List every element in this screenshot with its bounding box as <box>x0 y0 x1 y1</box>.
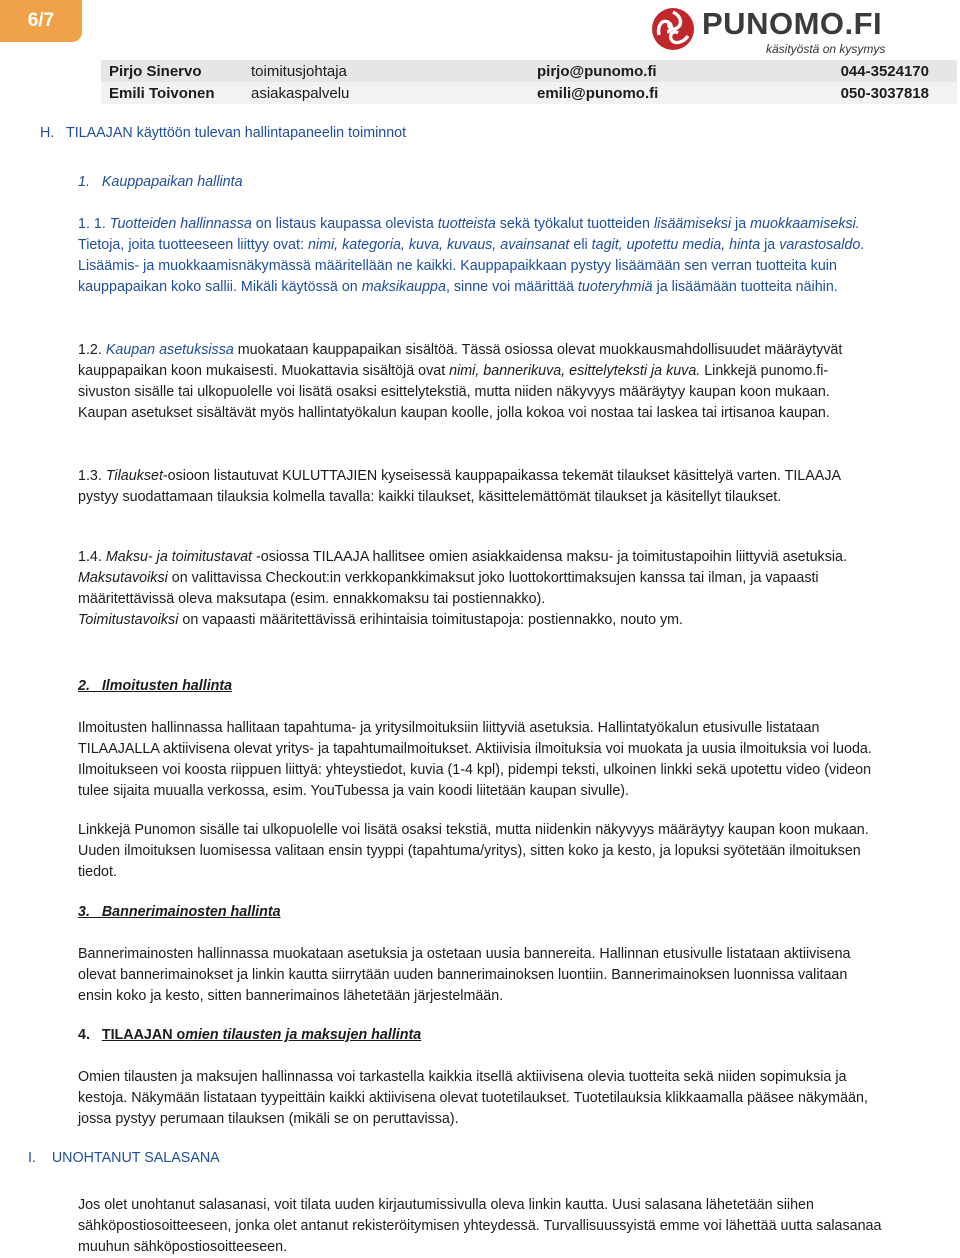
term: nimi, kategoria, kuva, kuvaus, avainsanat <box>307 237 570 253</box>
text-run: on listaus kaupassa olevista <box>251 216 438 232</box>
text-run: ja <box>760 237 780 253</box>
contact-email: pirjo@punomo.fi <box>529 60 745 82</box>
contact-name: Emili Toivonen <box>101 82 243 104</box>
page-number-badge: 6/7 <box>0 0 82 42</box>
text-run: -osioon listautuvat KULUTTAJIEN kyseisessä kauppapaikassa tekemät tilaukset käsittelyä varten. TILAAJA pystyy suodattamaan tilauksia kolmella tavalla: kaikki tilaukset, käsittelemättömät tilaukset ja käsitellyt tilaukset. <box>78 468 841 505</box>
section-1-heading-text: 1. Kauppapaikan hallinta <box>78 174 243 190</box>
term: tagit, upotettu media, hinta <box>591 237 761 253</box>
section-1-4-paragraph <box>78 547 878 631</box>
text-run: ja <box>731 216 751 232</box>
section-1-1-paragraph <box>78 214 878 298</box>
text-run: ja lisäämään tuotteita näihin. <box>652 279 838 295</box>
text-run: , sinne voi määrittää <box>445 279 578 295</box>
term: maksikauppa <box>361 279 446 295</box>
section-number: 1.4. <box>78 549 106 565</box>
section-i-heading: I. UNOHTANUT SALASANA <box>28 1150 220 1166</box>
contact-name: Pirjo Sinervo <box>101 60 243 82</box>
section-3-heading-text: 3. Bannerimainosten hallinta <box>78 904 281 920</box>
text-run: on vapaasti määritettävissä erihintaisia toimitustapoja: postiennakko, nouto ym. <box>178 612 684 628</box>
section-2-heading-text: 2. Ilmoitusten hallinta <box>78 678 233 694</box>
contact-role: toimitusjohtaja <box>243 60 529 82</box>
punomo-logo-mark <box>650 6 696 52</box>
section-number: 1.3. <box>78 468 106 484</box>
term: nimi, bannerikuva, esittelyteksti ja kuva. <box>449 363 701 379</box>
section-4-heading-bold: TILAAJAN o <box>101 1027 186 1043</box>
section-4-heading <box>78 1025 778 1046</box>
logo-wordmark: PUNOMO.FI <box>702 6 883 41</box>
term: tuoteryhmiä <box>577 279 653 295</box>
text-run: Tietoja, joita tuotteeseen liittyy ovat: <box>78 237 308 253</box>
term: lisäämiseksi <box>653 216 732 232</box>
section-2-paragraph-1: Ilmoitusten hallinnassa hallitaan tapahtuma- ja yritysilmoituksiin liittyviä asetuksia. Hallintatyökalun etusivulle listataan TILAAJALLA aktiivisena olevat yritys- ja tapahtumailmoitukset. Aktiivisia ilmoituksia voi muokata ja uusia ilmoituksia voi luoda. Ilmoitukseen voi koosta riippuen liittyä: yhteystiedot, kuvia (1-4 kpl), pidempi teksti, ulkoinen linkki sekä upotettu video (videon tulee sijaita muualla verkossa, esim. YouTubessa ja vain koodi liitetään kaupan sivulle). <box>78 720 872 799</box>
section-number: 1.2. <box>78 342 106 358</box>
term: tuotteista <box>437 216 496 232</box>
section-number: 1. 1. <box>78 216 110 232</box>
term: Kaupan asetuksissa <box>105 342 234 358</box>
term: Toimitustavoiksi <box>78 612 179 628</box>
section-1-2-paragraph <box>78 340 878 424</box>
contact-email: emili@punomo.fi <box>529 82 745 104</box>
contact-row <box>101 60 957 82</box>
section-2-paragraph-2: Linkkejä Punomon sisälle tai ulkopuolelle voi lisätä osaksi tekstiä, mutta niidenkin näkyvyys määräytyy kaupan koon mukaan. Uuden ilmoituksen luomisessa valitaan ensin tyyppi (tapahtuma/yritys), sitten koko ja kesto, ja lopuksi syötetään ilmoituksen tiedot. <box>78 822 869 880</box>
section-i-paragraph: Jos olet unohtanut salasanasi, voit tilata uuden kirjautumissivulla oleva linkin kautta. Uusi salasana lähetetään siihen sähköpostiosoitteeseen, jonka olet antanut rekisteröitymisen yhteydessä. Turvallisuussyistä emme voi lähettää uutta salasanaa muuhun sähköpostiosoitteeseen. <box>78 1197 882 1255</box>
term: Maksutavoiksi <box>78 570 168 586</box>
section-1-heading <box>78 172 678 193</box>
text-run: Linkkejä punomo.fi-sivuston sisälle tai ulkopuolelle voi lisätä osaksi esittelytekstiä, mutta niiden näkyvyys määräytyy kaupan koon mukaan. Kaupan asetukset sisältävät myös hallintatyökalun kaupan koolle, jolla kokoa voi nostaa tai laskea tai irtisanoa kaupan. <box>78 363 830 421</box>
text-run: eli <box>569 237 592 253</box>
text-run: -osiossa TILAAJA hallitsee omien asiakkaidensa maksu- ja toimitustapoihin liittyviä asetuksia. <box>252 549 847 565</box>
text-run: . Lisäämis- ja muokkaamisnäkymässä määritellään ne kaikki. Kauppapaikkaan pystyy lisäämään sen verran tuotteita kuin kauppapaikan koko sallii. Mikäli käytössä on <box>78 237 865 295</box>
contact-phone: 044-3524170 <box>745 60 957 82</box>
section-number: 4. <box>78 1027 102 1043</box>
contact-role: asiakaspalvelu <box>243 82 529 104</box>
section-3-paragraph: Bannerimainosten hallinnassa muokataan asetuksia ja ostetaan uusia bannereita. Hallinnan etusivulle listataan aktiivisena olevat bannerimainokset ja linkin kautta siirrytään uuden bannerimainoksen luontiin. Bannerimainoksen luonnissa valitaan ensin koko ja kesto, sitten bannerimainos lähetetään järjestelmään. <box>78 946 851 1004</box>
term: Tilaukset <box>105 468 163 484</box>
logo-tagline: käsityöstä on kysymys <box>766 42 886 56</box>
text-run: on valittavissa Checkout:in verkkopankkimaksut joko luottokorttimaksujen kanssa tai ilman, ja vapaasti määritettävissä oleva maksutapa (esim. ennakkomaksu tai postiennakko). <box>78 570 819 607</box>
section-3-heading <box>78 902 678 923</box>
contact-phone: 050-3037818 <box>745 82 957 104</box>
term: varastosaldo <box>779 237 861 253</box>
term: Tuotteiden hallinnassa <box>109 216 252 232</box>
section-h-heading: H. TILAAJAN käyttöön tulevan hallintapaneelin toiminnot <box>40 125 407 141</box>
section-4-heading-italic: mien tilausten ja maksujen hallinta <box>185 1027 422 1043</box>
contact-table <box>101 60 957 104</box>
text-run: sekä työkalut tuotteiden <box>495 216 654 232</box>
section-4-paragraph: Omien tilausten ja maksujen hallinnassa voi tarkastella kaikkia itsellä aktiivisena olevia tuotteita sekä niiden sopimuksia ja kestoja. Näkymään listataan tyypeittäin kaikki aktiivisena olevat tuotetilaukset. Tuotetilauksia klikkaamalla pääsee näkymään, jossa pystyy perumaan tilauksen (mikäli se on peruttavissa). <box>78 1069 868 1127</box>
punomo-logo <box>650 6 890 54</box>
section-2-heading <box>78 676 678 697</box>
contact-row <box>101 82 957 104</box>
section-1-3-paragraph <box>78 466 878 508</box>
term: muokkaamiseksi. <box>750 216 860 232</box>
term: Maksu- ja toimitustavat <box>105 549 253 565</box>
text-run: muokataan kauppapaikan sisältöä. Tässä osiossa olevat muokkausmahdollisuudet määräytyvät kauppapaikan koon mukaisesti. Muokattavia sisältöjä ovat <box>78 342 843 379</box>
